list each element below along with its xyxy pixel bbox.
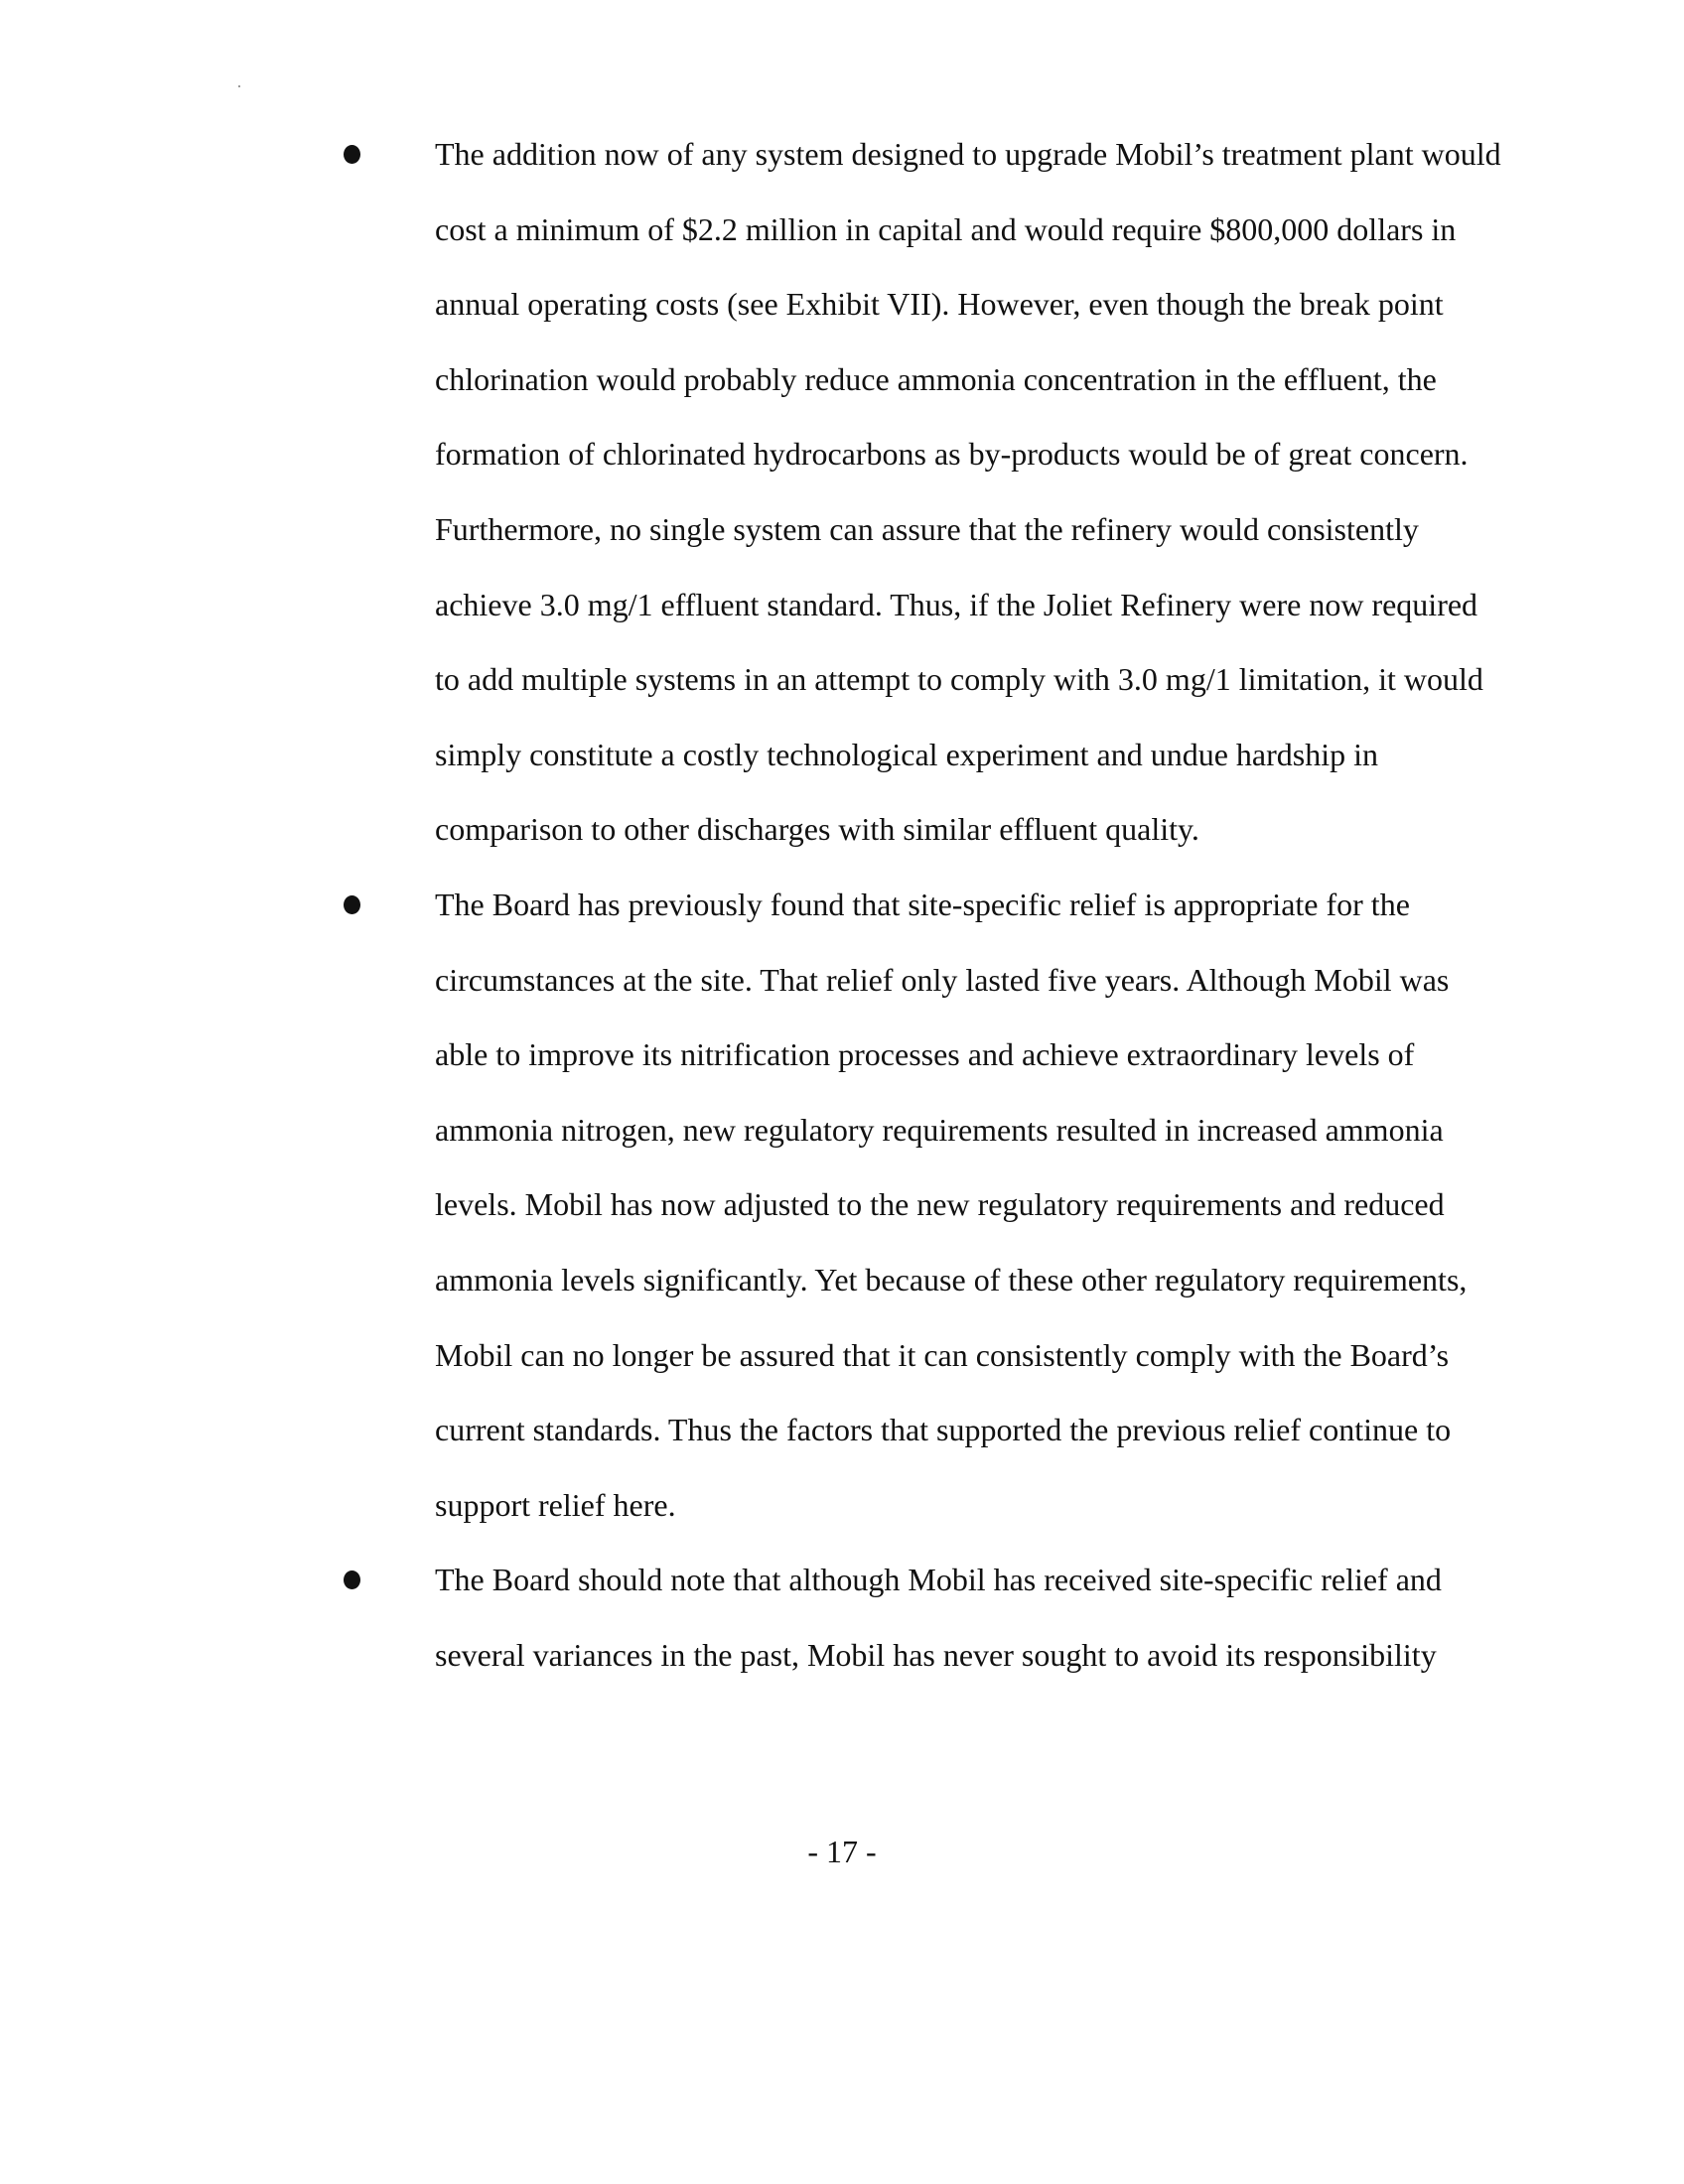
bullet-text: The Board should note that although Mobil has received site-specific relief and several variances in the past, Mobil has never sought to avoid its responsibility [435, 1562, 1442, 1673]
bullet-item-cost-of-upgrade [0, 117, 1684, 868]
bullet-icon [344, 895, 360, 914]
bullet-item-responsibility [0, 1543, 1684, 1693]
bullet-item-previous-relief [0, 868, 1684, 1543]
bullet-list [0, 117, 1684, 1693]
bullet-text: The Board has previously found that site-specific relief is appropriate for the circumstances at the site. That relief only lasted five years. Although Mobil was able to improve its nitrification processes and achieve extraordinary levels of ammonia nitrogen, new regulatory requirements resulted in increased ammonia levels. Mobil has now adjusted to the new regulatory requirements and reduced ammonia levels significantly. Yet because of these other regulatory requirements, Mobil can no longer be assured that it can consistently comply with the Board’s current standards. Thus the factors that supported the previous relief continue to support relief here. [435, 886, 1468, 1523]
scan-artifact [238, 85, 240, 87]
bullet-text: The addition now of any system designed to upgrade Mobil’s treatment plant would cost a minimum of $2.2 million in capital and would require $800,000 dollars in annual operating costs (see Exhibit VII). However, even though the break point chlorination would probably reduce ammonia concentration in the effluent, the formation of chlorinated hydrocarbons as by-products would be of great concern. Furthermore, no single system can assure that the refinery would consistently achieve 3.0 mg/1 effluent standard. Thus, if the Joliet Refinery were now required to add multiple systems in an attempt to comply with 3.0 mg/1 limitation, it would simply constitute a costly technological experiment and undue hardship in comparison to other discharges with similar effluent quality. [435, 136, 1501, 848]
bullet-icon [344, 1570, 360, 1589]
bullet-icon [344, 145, 360, 164]
page-number: - 17 - [807, 1834, 877, 1869]
